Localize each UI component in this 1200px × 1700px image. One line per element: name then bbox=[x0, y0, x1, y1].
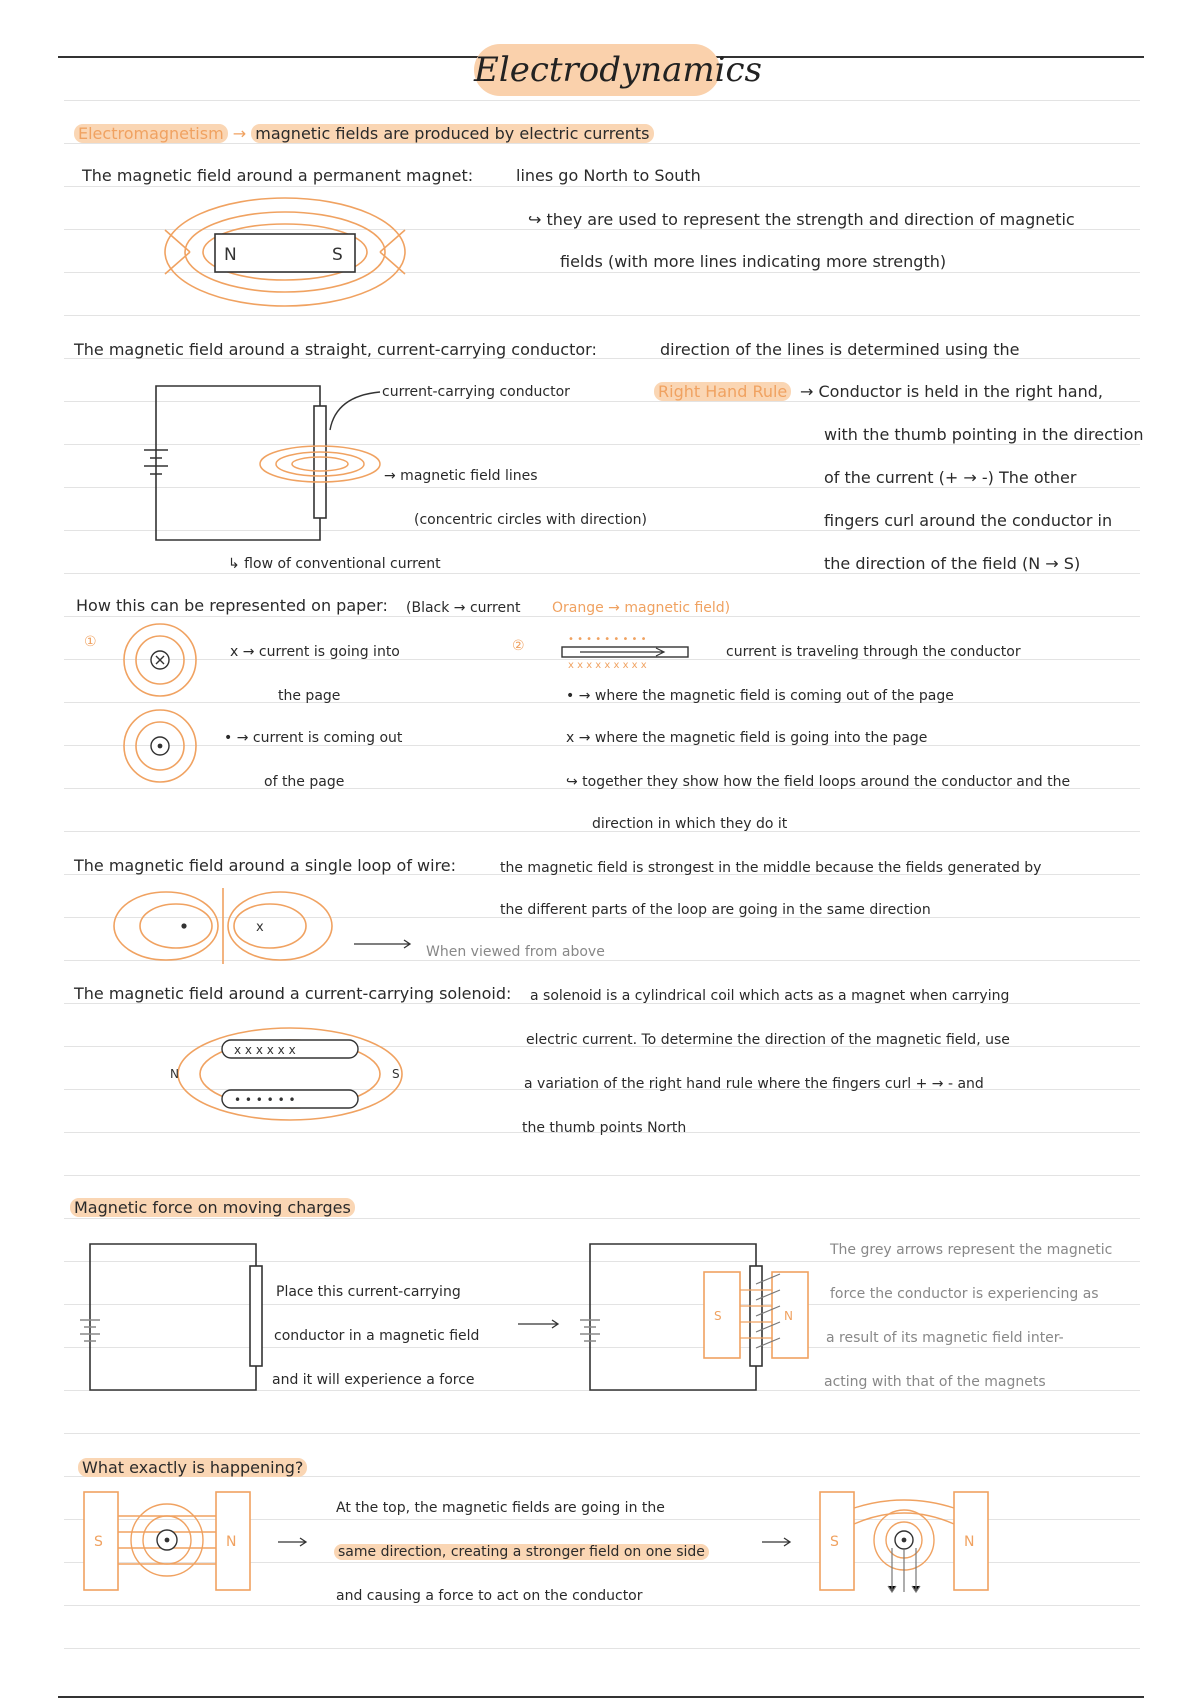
happening-heading bbox=[78, 1458, 307, 1478]
ruling-line bbox=[64, 1433, 1140, 1434]
solenoid-text-1: a solenoid is a cylindrical coil which acts as a magnet when carrying bbox=[530, 988, 1010, 1004]
happening-text-1: At the top, the magnetic fields are going in the bbox=[336, 1500, 665, 1516]
force-text-3: and it will experience a force bbox=[272, 1372, 475, 1388]
ruling-line bbox=[64, 315, 1140, 316]
bottom-line bbox=[58, 1696, 1144, 1698]
happening-diagram-right bbox=[818, 1488, 998, 1598]
solenoid-dot-row: • • • • • • bbox=[234, 1093, 296, 1107]
happening-heading-text: What exactly is happening? bbox=[78, 1458, 307, 1477]
rule-line-5: the direction of the field (N → S) bbox=[824, 554, 1081, 573]
side-note-3: x → where the magnetic field is going into the page bbox=[566, 730, 928, 746]
legend-orange: Orange → magnetic field) bbox=[552, 600, 731, 616]
ruling-line bbox=[64, 1175, 1140, 1176]
bar-magnet-diagram bbox=[160, 190, 410, 310]
svg-text:x: x bbox=[256, 920, 264, 935]
solenoid-pole-s: S bbox=[392, 1067, 400, 1081]
right-hand-rule bbox=[654, 382, 791, 402]
force-circuit-before bbox=[80, 1240, 270, 1400]
em-term: Electromagnetism bbox=[74, 124, 228, 143]
dot-note-1: • → current is coming out bbox=[224, 730, 403, 746]
number-2: ② bbox=[512, 638, 525, 654]
ruling-line bbox=[64, 1218, 1140, 1219]
permanent-lines: lines go North to South bbox=[516, 166, 701, 185]
label-field-lines: → magnetic field lines bbox=[384, 468, 538, 484]
happening-text-3: and causing a force to act on the conductor bbox=[336, 1588, 643, 1604]
label-flow-text: ↳ flow of conventional current bbox=[228, 556, 441, 572]
force-pole-s: S bbox=[714, 1309, 722, 1323]
force-pole-n: N bbox=[784, 1309, 793, 1323]
x-note-2: the page bbox=[278, 688, 341, 704]
em-definition: magnetic fields are produced by electric currents bbox=[251, 124, 653, 143]
force-text-2: conductor in a magnetic field bbox=[274, 1328, 480, 1344]
grey-note-4: acting with that of the magnets bbox=[824, 1374, 1046, 1390]
label-concentric: (concentric circles with direction) bbox=[414, 512, 648, 528]
dot-note-2: of the page bbox=[264, 774, 345, 790]
straight-heading-2: direction of the lines is determined using the bbox=[660, 340, 1020, 359]
happening-arrow-1 bbox=[278, 1536, 310, 1548]
happening-left-pole-n: N bbox=[226, 1534, 237, 1550]
conductor-side-view-diagram bbox=[560, 634, 690, 670]
current-out-of-page-diagram bbox=[120, 706, 200, 786]
side-note-4: ↪ together they show how the field loops around the conductor and the bbox=[566, 774, 1071, 790]
solenoid-pole-n: N bbox=[170, 1067, 179, 1081]
permanent-note-1: ↪ they are used to represent the strength and direction of magnetic bbox=[528, 210, 1075, 229]
label-flow bbox=[228, 554, 441, 574]
permanent-heading: The magnetic field around a permanent magnet: bbox=[82, 166, 474, 185]
ruling-line bbox=[64, 1648, 1140, 1649]
em-line bbox=[74, 124, 654, 144]
solenoid-diagram bbox=[170, 1024, 410, 1124]
svg-text:x x x x x x x x x: x x x x x x x x x bbox=[568, 660, 647, 671]
em-arrow: → bbox=[232, 124, 247, 143]
side-note-1: current is traveling through the conductor bbox=[726, 644, 1021, 660]
happening-right-pole-n: N bbox=[964, 1534, 975, 1550]
force-heading-text: Magnetic force on moving charges bbox=[70, 1198, 355, 1217]
permanent-note-2: fields (with more lines indicating more strength) bbox=[560, 252, 947, 271]
rule-name: Right Hand Rule bbox=[654, 382, 791, 401]
paper-heading: How this can be represented on paper: bbox=[76, 596, 388, 615]
happening-left-pole-s: S bbox=[94, 1534, 103, 1550]
legend-black: (Black → current bbox=[406, 600, 521, 616]
magnet-pole-s: S bbox=[332, 245, 343, 265]
grey-note-3: a result of its magnetic field inter- bbox=[826, 1330, 1064, 1346]
solenoid-heading: The magnetic field around a current-carrying solenoid: bbox=[74, 984, 512, 1003]
grey-note-2: force the conductor is experiencing as bbox=[830, 1286, 1099, 1302]
page-title: Electrodynamics bbox=[474, 44, 720, 96]
happening-diagram-left bbox=[82, 1488, 272, 1598]
happening-right-pole-s: S bbox=[830, 1534, 839, 1550]
number-1: ① bbox=[84, 634, 97, 650]
straight-heading: The magnetic field around a straight, current-carrying conductor: bbox=[74, 340, 597, 359]
label-conductor: current-carrying conductor bbox=[382, 384, 570, 400]
happening-text-2-content: same direction, creating a stronger field on one side bbox=[334, 1544, 709, 1560]
solenoid-x-row: x x x x x x bbox=[234, 1043, 296, 1057]
rule-line-2: with the thumb pointing in the direction bbox=[824, 425, 1144, 444]
ruling-line bbox=[64, 100, 1140, 101]
svg-text:• • • • • • • • •: • • • • • • • • • bbox=[568, 634, 647, 645]
solenoid-text-4: the thumb points North bbox=[522, 1120, 687, 1136]
single-loop-diagram bbox=[110, 886, 340, 966]
happening-text-2 bbox=[334, 1542, 709, 1562]
force-text-1: Place this current-carrying bbox=[276, 1284, 461, 1300]
viewed-arrow bbox=[354, 938, 414, 950]
rule-line-4: fingers curl around the conductor in bbox=[824, 511, 1113, 530]
happening-arrow-2 bbox=[762, 1536, 794, 1548]
magnet-pole-n: N bbox=[224, 245, 237, 265]
rule-line-3: of the current (+ → -) The other bbox=[824, 468, 1077, 487]
solenoid-text-3: a variation of the right hand rule where the fingers curl + → - and bbox=[524, 1076, 984, 1092]
ruling-line bbox=[64, 186, 1140, 187]
force-arrow bbox=[518, 1318, 562, 1330]
force-heading bbox=[70, 1198, 355, 1218]
conductor-pointer bbox=[326, 386, 386, 436]
force-circuit-after bbox=[580, 1240, 820, 1400]
viewed-from-above: When viewed from above bbox=[426, 944, 605, 960]
current-into-page-diagram bbox=[120, 620, 200, 700]
grey-note-1: The grey arrows represent the magnetic bbox=[830, 1242, 1113, 1258]
rule-line-1: → Conductor is held in the right hand, bbox=[800, 382, 1103, 401]
solenoid-text-2: electric current. To determine the direction of the magnetic field, use bbox=[526, 1032, 1010, 1048]
x-note-1: x → current is going into bbox=[230, 644, 400, 660]
loop-text-1: the magnetic field is strongest in the middle because the fields generated by bbox=[500, 860, 1042, 876]
side-note-5: direction in which they do it bbox=[592, 816, 788, 832]
loop-heading: The magnetic field around a single loop of wire: bbox=[74, 856, 457, 875]
side-note-2: • → where the magnetic field is coming out of the page bbox=[566, 688, 954, 704]
loop-text-2: the different parts of the loop are going in the same direction bbox=[500, 902, 931, 918]
